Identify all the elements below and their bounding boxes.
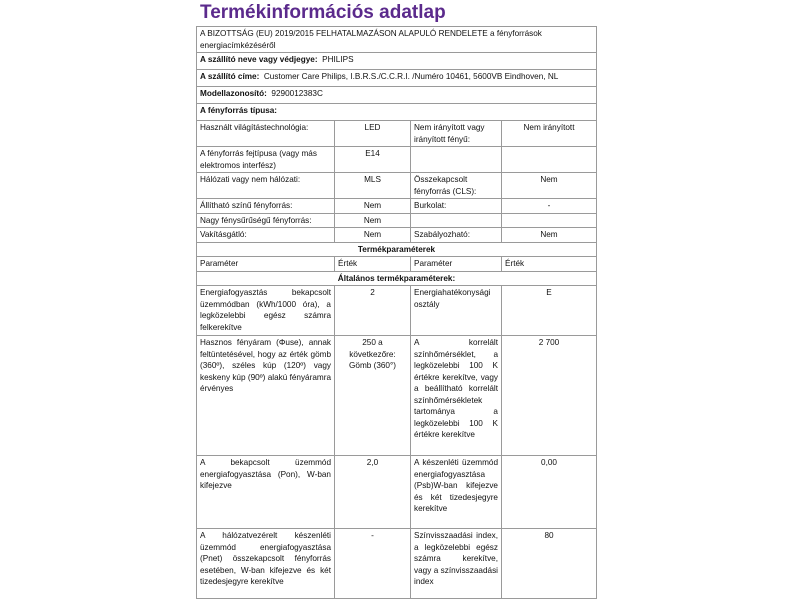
type-label (411, 147, 502, 173)
type-value: Nem (335, 213, 411, 228)
type-value: E14 (335, 147, 411, 173)
model-label: Modellazonosító: (200, 89, 267, 98)
type-label: Összekapcsolt fényforrás (CLS): (411, 173, 502, 199)
param-value: 2 700 (502, 336, 597, 456)
type-value: - (502, 199, 597, 214)
type-label: Állítható színű fényforrás: (197, 199, 335, 214)
supplier-address-value: Customer Care Philips, I.B.R.S./C.C.R.I. /Numéro 10461, 5600VB Eindhoven, NL (263, 72, 559, 81)
model-row (197, 87, 597, 104)
param-label: A hálózatvezérelt készenléti üzemmód energiafogyasztása (Pnet) összekapcsolt fényforrás esetében, W-ban kifejezve és két tizedesjegyre kerekítve (197, 529, 335, 599)
product-information-sheet (196, 0, 596, 600)
param-label: A korrelált színhőmérséklet, a legközelebbi 100 K értékre kerekítve, vagy a beállítható korrelált színhőmérsékletek tartománya a legközelebbi 100 K értékre kerekítve (411, 336, 502, 456)
type-label: Nagy fénysűrűségű fényforrás: (197, 213, 335, 228)
param-value: 2,0 (335, 456, 411, 529)
col-header: Érték (502, 257, 597, 272)
type-value: Nem (502, 173, 597, 199)
param-label: A bekapcsolt üzemmód energiafogyasztása (Pon), W-ban kifejezve (197, 456, 335, 529)
param-value: E (502, 286, 597, 336)
supplier-address-row (197, 70, 597, 87)
supplier-name-value: PHILIPS (322, 55, 354, 64)
type-value (502, 213, 597, 228)
lamp-type-header: A fényforrás típusa: (197, 104, 597, 121)
type-value: MLS (335, 173, 411, 199)
type-value: Nem irányított (502, 121, 597, 147)
param-label: Hasznos fényáram (Φuse), annak feltüntetésével, hogy az érték gömb (360º), széles kúp (120º) vagy keskeny kúp (90º) alakú fényáramra érvényes (197, 336, 335, 456)
type-label: Burkolat: (411, 199, 502, 214)
col-header: Paraméter (411, 257, 502, 272)
product-params-header: Termékparaméterek (197, 242, 597, 257)
regulation-text: A BIZOTTSÁG (EU) 2019/2015 FELHATALMAZÁSON ALAPULÓ RENDELETE a fényforrások energiacímkézéséről (197, 27, 597, 53)
supplier-name-row (197, 53, 597, 70)
type-label: A fényforrás fejtípusa (vagy más elektromos interfész) (197, 147, 335, 173)
param-value: 80 (502, 529, 597, 599)
param-label: Energiahatékonysági osztály (411, 286, 502, 336)
type-value: LED (335, 121, 411, 147)
type-label (411, 213, 502, 228)
param-label: Energiafogyasztás bekapcsolt üzemmódban (kWh/1000 óra), a legközelebbi egész számra felkerekítve (197, 286, 335, 336)
type-value: Nem (335, 228, 411, 243)
model-value: 9290012383C (271, 89, 323, 98)
type-value (502, 147, 597, 173)
param-value: 0,00 (502, 456, 597, 529)
param-value: - (335, 529, 411, 599)
general-params-header: Általános termékparaméterek: (197, 271, 597, 286)
param-value: 2 (335, 286, 411, 336)
supplier-address-label: A szállító címe: (200, 72, 260, 81)
param-label: A készenléti üzemmód energiafogyasztása (Psb)W-ban kifejezve és két tizedesjegyre kerekítve (411, 456, 502, 529)
type-value: Nem (335, 199, 411, 214)
col-header: Paraméter (197, 257, 335, 272)
type-label: Hálózati vagy nem hálózati: (197, 173, 335, 199)
type-label: Használt világítástechnológia: (197, 121, 335, 147)
param-value: 250 a következőre: Gömb (360°) (335, 336, 411, 456)
page-title: Termékinformációs adatlap (200, 2, 446, 23)
type-label: Nem irányított vagy irányított fényű: (411, 121, 502, 147)
type-label: Vakításgátló: (197, 228, 335, 243)
info-table (196, 26, 597, 599)
type-value: Nem (502, 228, 597, 243)
col-header: Érték (335, 257, 411, 272)
param-label: Színvisszaadási index, a legközelebbi egész számra kerekítve, vagy a színvisszaadási index (411, 529, 502, 599)
type-label: Szabályozható: (411, 228, 502, 243)
supplier-name-label: A szállító neve vagy védjegye: (200, 55, 318, 64)
